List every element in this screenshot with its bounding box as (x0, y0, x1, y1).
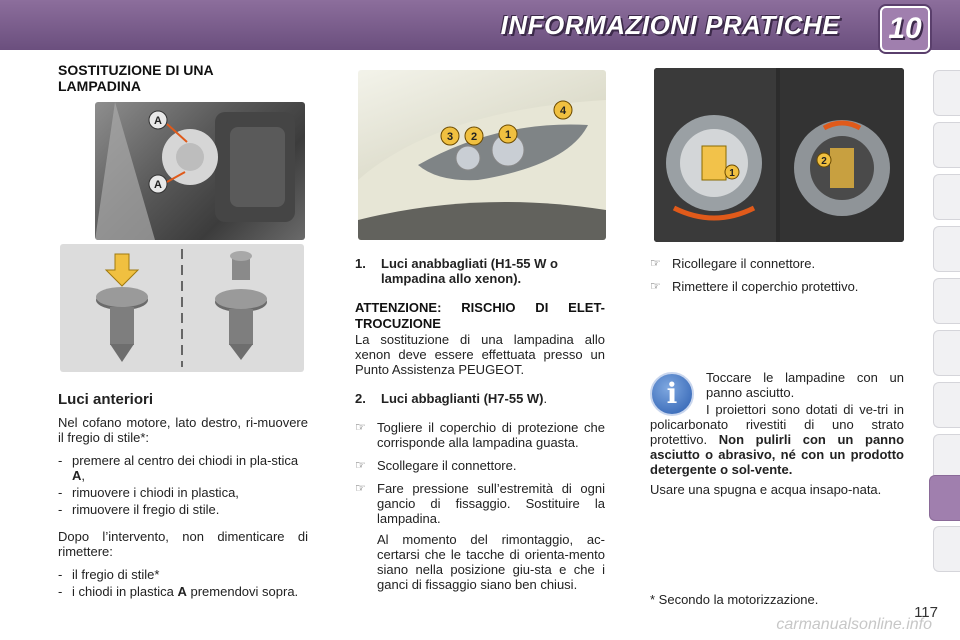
clip-illustration (60, 244, 304, 372)
hand-pointer-icon: ☞ (355, 481, 366, 495)
right-text-column (650, 256, 906, 302)
side-tab[interactable] (933, 122, 960, 168)
side-tab[interactable] (933, 526, 960, 572)
info-text-3: Usare una spugna e acqua insapo-nata. (650, 482, 882, 497)
section-title: SOSTITUZIONE DI UNA LAMPADINA (58, 62, 214, 94)
side-tab[interactable] (933, 70, 960, 116)
bullet-item: ☞ Togliere il coperchio di protezione che corrisponde alla lampadina guasta. (355, 420, 605, 450)
side-tab-active[interactable] (929, 475, 960, 521)
bullet-item: ☞ Scollegare il connettore. (355, 458, 517, 473)
side-tab[interactable] (933, 174, 960, 220)
callout-2: 2 (470, 131, 478, 143)
footnote: * Secondo la motorizzazione. (650, 592, 819, 607)
hand-pointer-icon: ☞ (650, 279, 661, 293)
list-item: - rimuovere i chiodi in plastica, (58, 485, 308, 500)
figure-label-a: A (154, 179, 162, 191)
watermark: carmanualsonline.info (776, 616, 932, 633)
callout-3: 3 (446, 131, 454, 143)
hand-pointer-icon: ☞ (355, 420, 366, 434)
side-tab[interactable] (933, 434, 960, 480)
list-item: - i chiodi in plastica A premendovi sopra. (58, 584, 308, 599)
hand-pointer-icon: ☞ (355, 458, 366, 472)
list-item: - premere al centro dei chiodi in pla-stica A, (58, 453, 308, 483)
press-arrow-icon (106, 254, 138, 286)
refit-steps (58, 567, 308, 599)
subheading-front-lights: Luci anteriori (58, 391, 154, 408)
hand-pointer-icon: ☞ (650, 256, 661, 270)
bulb-access-photos (654, 68, 904, 242)
chapter-side-tabs (932, 70, 960, 570)
bullet-item: ☞ Ricollegare il connettore. (650, 256, 816, 271)
chapter-badge (880, 6, 930, 52)
left-text-column (58, 382, 308, 607)
removal-steps (58, 453, 308, 517)
engine-bay-photo (95, 102, 305, 240)
chapter-title: INFORMAZIONI PRATICHE (500, 10, 840, 40)
callout-1: 1 (504, 129, 512, 141)
middle-text-column (355, 256, 605, 600)
header-banner (0, 0, 960, 50)
headlamp-photo (358, 70, 606, 240)
side-tab[interactable] (933, 278, 960, 324)
figure-label-a: A (154, 115, 162, 127)
item-high-beam: 2. Luci abbaglianti (H7-55 W). (355, 391, 548, 406)
callout-1: 1 (729, 168, 735, 179)
item-low-beam: 1. Luci anabbagliati (H1-55 W o lampadina allo xenon). (355, 256, 558, 286)
side-tab[interactable] (933, 330, 960, 376)
warning-text: La sostituzione di una lampadina allo xenon deve essere effettuata presso un Punto Assistenza PEUGEOT. (355, 332, 605, 377)
callout-4: 4 (559, 105, 567, 117)
callout-2: 2 (821, 156, 827, 167)
bullet-continuation: Al momento del rimontaggio, ac-certarsi che le tacche di orienta-mento siano nella posizione giu-sta e che i ganci di fissaggio siano ben chiusi. (377, 532, 605, 592)
side-tab[interactable] (933, 382, 960, 428)
side-tab[interactable] (933, 226, 960, 272)
after-text: Dopo l’intervento, non dimenticare di rimettere: (58, 529, 308, 559)
bullet-item: ☞ Rimettere il coperchio protettivo. (650, 279, 859, 294)
list-item: - rimuovere il fregio di stile. (58, 502, 308, 517)
info-text-1: Toccare le lampadine con un panno asciutto. (706, 370, 904, 400)
intro-text: Nel cofano motore, lato destro, ri-muovere il fregio di stile*: (58, 415, 308, 445)
info-text-2: I proiettori sono dotati di ve-tri in policarbonato rivestiti di uno strato protettivo. Non pulirli con un panno asciutto o abrasivo, né con un prodotto detergente o sol-vente. (650, 402, 905, 477)
warning-title: ATTENZIONE: RISCHIO DI ELET-TROCUZIONE (355, 300, 605, 331)
info-icon: i (650, 372, 694, 416)
list-item: - il fregio di stile* (58, 567, 308, 582)
chapter-number: 10 (888, 12, 922, 45)
page-number: 117 (914, 604, 938, 621)
bullet-item: ☞ Fare pressione sull’estremità di ogni gancio di fissaggio. Sostituire la lampadina. (355, 481, 605, 526)
